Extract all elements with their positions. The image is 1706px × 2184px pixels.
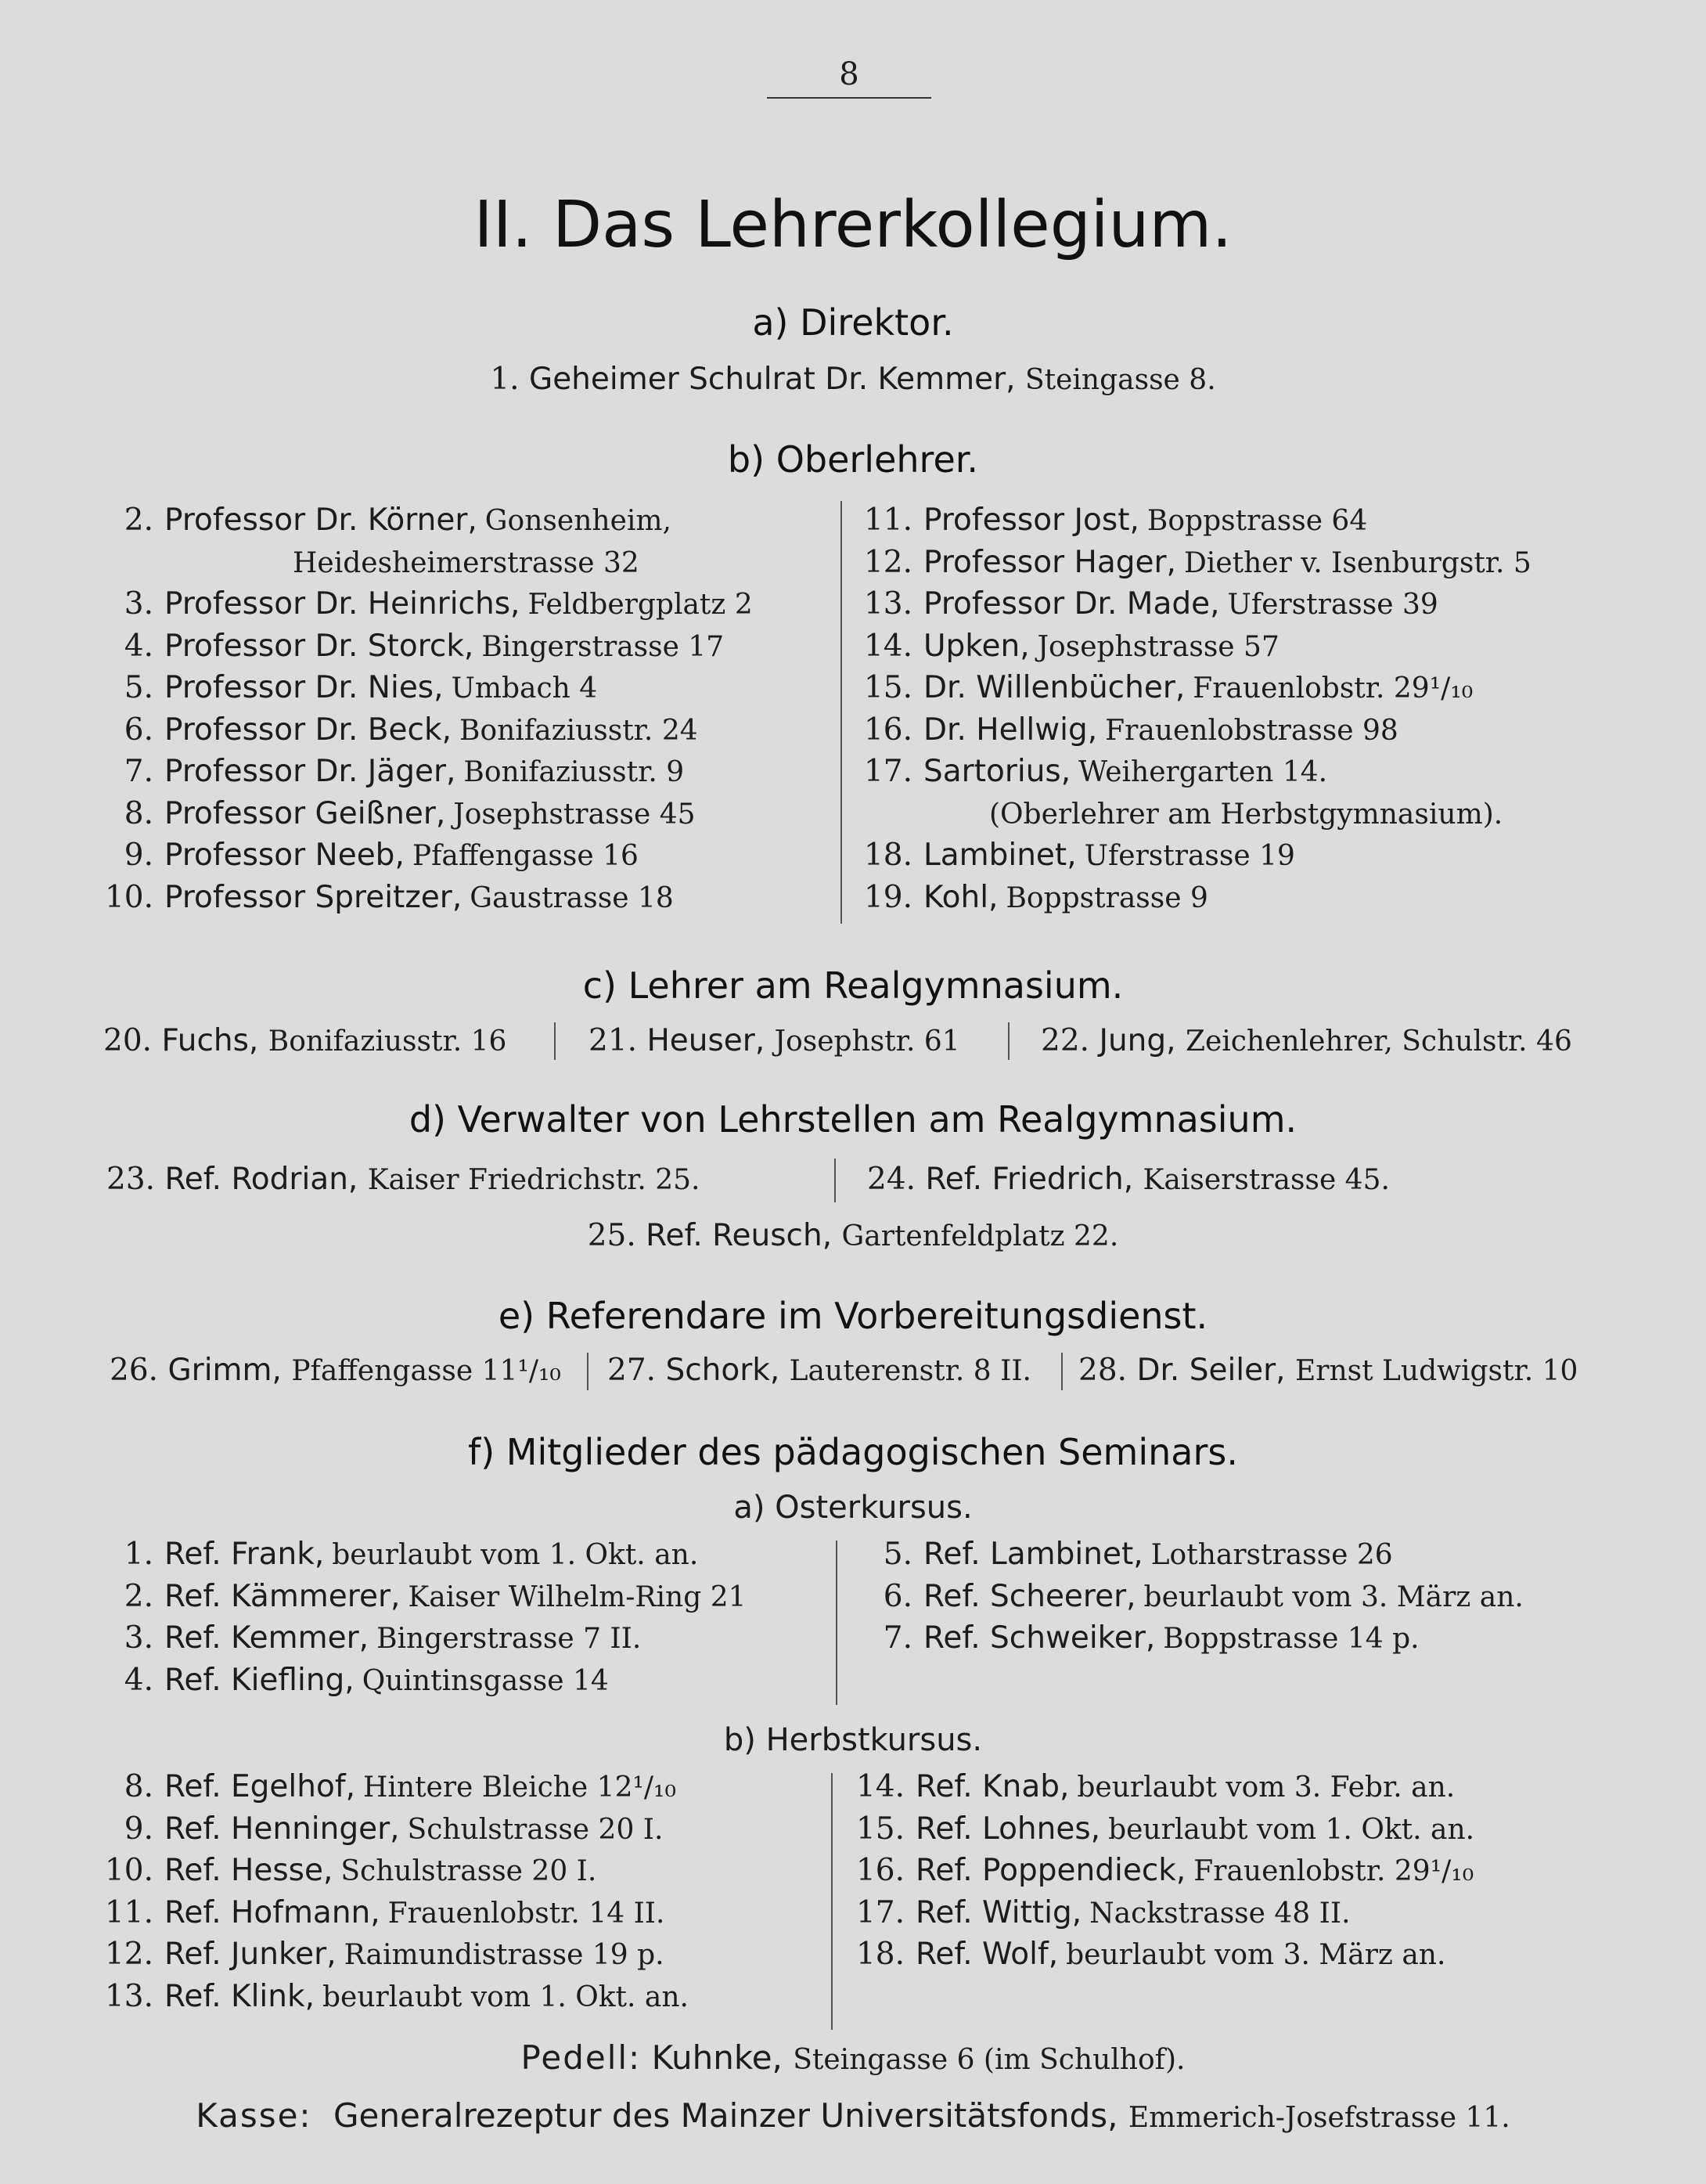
entry-number: 14. bbox=[855, 1769, 905, 1804]
pedell-address: Steingasse 6 (im Schulhof). bbox=[793, 2044, 1186, 2076]
list-item bbox=[867, 1162, 1390, 1197]
list-item bbox=[607, 1353, 1031, 1388]
entry-address: Diether v. Isenburgstr. 5 bbox=[1183, 546, 1531, 579]
entry-name: Professor Dr. Heinrichs, bbox=[164, 586, 520, 622]
entry-name: Ref. Friedrich, bbox=[925, 1162, 1134, 1197]
entry-name: Ref. Poppendieck, bbox=[916, 1853, 1186, 1888]
list-item bbox=[102, 1537, 698, 1572]
list-item bbox=[102, 1853, 596, 1888]
entry-address: Pfaffengasse 11¹/₁₀ bbox=[291, 1355, 561, 1387]
entry-address: Uferstrasse 19 bbox=[1084, 840, 1295, 872]
list-item bbox=[1041, 1023, 1572, 1058]
list-item bbox=[853, 1853, 1474, 1888]
kasse-line bbox=[0, 2096, 1706, 2135]
entry-number: 16. bbox=[855, 1853, 905, 1888]
entry-address: Boppstrasse 9 bbox=[1006, 881, 1208, 914]
list-item bbox=[861, 796, 1503, 831]
entry-number: 2. bbox=[124, 1578, 153, 1614]
list-item bbox=[588, 1023, 960, 1058]
entry-name: Dr. Seiler, bbox=[1136, 1353, 1286, 1388]
entry-address: Schulstrasse 20 I. bbox=[407, 1813, 664, 1846]
list-item bbox=[102, 1620, 641, 1656]
entry-address: Kaiserstrasse 45. bbox=[1143, 1164, 1390, 1196]
seminar-heading: f) Mitglieder des pädagogischen Seminars. bbox=[468, 1431, 1238, 1473]
entry-name: Lambinet, bbox=[923, 838, 1077, 873]
entry-number: 15. bbox=[855, 1811, 905, 1847]
list-item bbox=[102, 503, 671, 538]
entry-name: Professor Jost, bbox=[923, 503, 1139, 538]
entry-number: 11. bbox=[104, 1894, 153, 1930]
list-item bbox=[102, 880, 674, 915]
entry-address: Boppstrasse 64 bbox=[1146, 505, 1368, 537]
entry-name: Ref. Scheerer, bbox=[923, 1578, 1136, 1614]
kasse-label: Kasse: bbox=[196, 2096, 312, 2135]
entry-address: Bingerstrasse 7 II. bbox=[376, 1623, 642, 1655]
osterkursus-heading: a) Osterkursus. bbox=[733, 1490, 973, 1526]
entry-number: 20. bbox=[103, 1023, 153, 1058]
entry-number: 7. bbox=[883, 1620, 912, 1656]
column-divider bbox=[836, 1541, 837, 1705]
list-item bbox=[853, 1895, 1351, 1930]
list-item bbox=[861, 545, 1531, 580]
entry-name: Ref. Wittig, bbox=[916, 1894, 1082, 1930]
entry-address: beurlaubt vom 1. Okt. an. bbox=[332, 1539, 699, 1571]
list-item bbox=[861, 754, 1327, 789]
list-item bbox=[103, 1023, 506, 1058]
entry-number: 21. bbox=[588, 1023, 638, 1058]
entry-name: Ref. Wolf, bbox=[916, 1937, 1059, 1972]
entry-name: Ref. Hesse, bbox=[164, 1853, 333, 1888]
entry-name: Heuser, bbox=[646, 1023, 765, 1058]
list-item bbox=[110, 1353, 561, 1388]
entry-address: Lauterenstr. 8 II. bbox=[789, 1355, 1031, 1387]
entry-address: Gonsenheim, bbox=[484, 505, 671, 537]
list-item bbox=[102, 586, 753, 622]
list-item bbox=[102, 1937, 664, 1972]
entry-address: Kaiser Friedrichstr. 25. bbox=[367, 1164, 700, 1196]
entry-name: Professor Dr. Storck, bbox=[164, 628, 474, 664]
entry-number: 7. bbox=[124, 754, 153, 789]
entry-number: 13. bbox=[863, 586, 912, 622]
list-item bbox=[861, 503, 1367, 538]
entry-number: 9. bbox=[124, 838, 153, 873]
list-item bbox=[853, 1769, 1455, 1804]
list-item bbox=[102, 754, 684, 789]
entry-address: Josephstrasse 45 bbox=[453, 798, 696, 831]
entry-number: 18. bbox=[863, 838, 912, 873]
list-item bbox=[861, 1579, 1524, 1614]
entry-name: Sartorius, bbox=[923, 754, 1071, 789]
list-item bbox=[102, 1895, 664, 1930]
entry-name: Ref. Henninger, bbox=[164, 1811, 400, 1847]
entry-number: 3. bbox=[124, 586, 153, 622]
entry-name: Ref. Hofmann, bbox=[164, 1894, 380, 1930]
entry-name: Fuchs, bbox=[161, 1023, 259, 1058]
kasse-address: Emmerich-Josefstrasse 11. bbox=[1128, 2102, 1510, 2134]
entry-number: 24. bbox=[867, 1162, 916, 1197]
pedell-name: Kuhnke, bbox=[651, 2038, 783, 2077]
entry-number: 22. bbox=[1041, 1023, 1090, 1058]
entry-number: 25. bbox=[587, 1218, 636, 1253]
list-item bbox=[861, 1620, 1420, 1656]
entry-number: 11. bbox=[863, 503, 912, 538]
list-item bbox=[106, 1162, 700, 1197]
entry-number: 2. bbox=[124, 503, 153, 538]
entry-address: Schulstrasse 20 I. bbox=[340, 1855, 597, 1887]
entry-name: Kohl, bbox=[923, 879, 999, 915]
entry-name: Ref. Kemmer, bbox=[164, 1620, 369, 1656]
entry-name: Professor Dr. Beck, bbox=[164, 712, 452, 748]
entry-address: (Oberlehrer am Herbstgymnasium). bbox=[989, 798, 1503, 831]
entry-number: 23. bbox=[106, 1162, 156, 1197]
direktor-heading: a) Direktor. bbox=[752, 301, 954, 344]
entry-number: 26. bbox=[110, 1353, 159, 1388]
entry-address: Gartenfeldplatz 22. bbox=[841, 1220, 1119, 1252]
entry-number: 4. bbox=[124, 1662, 153, 1698]
entry-name: Professor Hager, bbox=[923, 544, 1176, 580]
entry-name: Ref. Frank, bbox=[164, 1537, 325, 1572]
entry-name: Ref. Knab, bbox=[916, 1769, 1070, 1804]
entry-name: Ref. Schweiker, bbox=[923, 1620, 1156, 1656]
entry-name: Professor Neeb, bbox=[164, 838, 405, 873]
entry-number: 10. bbox=[104, 1853, 153, 1888]
entry-address: Zeichenlehrer, Schulstr. 46 bbox=[1185, 1025, 1572, 1058]
entry-name: Ref. Egelhof, bbox=[164, 1769, 355, 1804]
entry-name: Professor Spreitzer, bbox=[164, 879, 462, 915]
entry-address: beurlaubt vom 3. März an. bbox=[1143, 1580, 1524, 1613]
entry-number: 4. bbox=[124, 628, 153, 664]
entry-address: Umbach 4 bbox=[451, 672, 598, 705]
entry-address: Nackstrasse 48 II. bbox=[1089, 1897, 1351, 1930]
entry-address: Kaiser Wilhelm-Ring 21 bbox=[408, 1580, 747, 1613]
entry-address: Ernst Ludwigstr. 10 bbox=[1294, 1355, 1578, 1387]
list-item bbox=[102, 1979, 689, 2014]
pedell-label: Pedell: bbox=[520, 2038, 642, 2077]
entry-number: 27. bbox=[607, 1353, 657, 1388]
column-divider bbox=[587, 1353, 588, 1390]
entry-name: Professor Geißner, bbox=[164, 795, 446, 831]
list-item bbox=[102, 670, 597, 705]
entry-address: Boppstrasse 14 p. bbox=[1163, 1623, 1420, 1655]
entry-number: 12. bbox=[863, 544, 912, 580]
column-divider bbox=[831, 1773, 833, 2030]
list-item bbox=[102, 838, 639, 873]
entry-number: 3. bbox=[124, 1620, 153, 1656]
entry-address: Bonifaziusstr. 24 bbox=[459, 714, 698, 747]
entry-name: Dr. Willenbücher, bbox=[923, 670, 1186, 705]
entry-address: Heidesheimerstrasse 32 bbox=[293, 546, 639, 579]
entry-number: 12. bbox=[104, 1937, 153, 1972]
entry-number: 8. bbox=[124, 1769, 153, 1804]
entry-name: Professor Dr. Jäger, bbox=[164, 754, 456, 789]
herbstkursus-heading: b) Herbstkursus. bbox=[723, 1722, 983, 1758]
entry-address: Bonifaziusstr. 9 bbox=[463, 756, 685, 788]
list-item bbox=[1078, 1353, 1578, 1388]
entry-name: Professor Dr. Nies, bbox=[164, 670, 444, 705]
entry-number: 19. bbox=[863, 879, 912, 915]
entry-name: Ref. Rodrian, bbox=[164, 1162, 358, 1197]
entry-name: Grimm, bbox=[167, 1353, 282, 1388]
list-item bbox=[853, 1937, 1445, 1972]
entry-number: 10. bbox=[104, 879, 153, 915]
entry-number: 6. bbox=[124, 712, 153, 748]
entry-address: beurlaubt vom 3. März an. bbox=[1066, 1939, 1446, 1971]
list-item bbox=[102, 1811, 663, 1847]
list-item bbox=[102, 1769, 676, 1804]
lehrer-heading: c) Lehrer am Realgymnasium. bbox=[582, 964, 1124, 1007]
entry-name: Ref. Kämmerer, bbox=[164, 1578, 401, 1614]
entry-name: Ref. Junker, bbox=[164, 1937, 337, 1972]
list-item bbox=[861, 880, 1208, 915]
referendare-heading: e) Referendare im Vorbereitungsdienst. bbox=[498, 1295, 1208, 1337]
entry-number: 1. bbox=[490, 362, 520, 397]
pedell-line bbox=[0, 2038, 1706, 2077]
list-item bbox=[102, 629, 724, 664]
entry-name: Professor Dr. Made, bbox=[923, 586, 1220, 622]
entry-number: 15. bbox=[863, 670, 912, 705]
entry-number: 14. bbox=[863, 628, 912, 664]
entry-number: 1. bbox=[124, 1537, 153, 1572]
column-divider bbox=[834, 1159, 836, 1202]
column-divider bbox=[1008, 1022, 1010, 1060]
list-item bbox=[861, 712, 1398, 748]
entry-address: beurlaubt vom 1. Okt. an. bbox=[1108, 1813, 1475, 1846]
list-item bbox=[102, 712, 698, 748]
entry-number: 5. bbox=[883, 1537, 912, 1572]
entry-address: Raimundistrasse 19 p. bbox=[344, 1939, 664, 1971]
entry-name: Ref. Lambinet, bbox=[923, 1537, 1143, 1572]
list-item bbox=[861, 586, 1438, 622]
column-divider bbox=[840, 501, 842, 924]
direktor-entry bbox=[0, 362, 1706, 397]
entry-address: Josephstr. 61 bbox=[774, 1025, 960, 1058]
entry-address: Frauenlobstr. 29¹/₁₀ bbox=[1193, 672, 1474, 705]
list-item bbox=[861, 1537, 1393, 1572]
page-title: II. Das Lehrerkollegium. bbox=[473, 188, 1233, 262]
entry-address: Frauenlobstr. 14 II. bbox=[387, 1897, 665, 1930]
entry-address: Weihergarten 14. bbox=[1078, 756, 1328, 788]
entry-address: Lotharstrasse 26 bbox=[1150, 1539, 1393, 1571]
kasse-name: Generalrezeptur des Mainzer Universitätsfonds, bbox=[333, 2096, 1118, 2135]
page-number: 8 bbox=[767, 56, 931, 99]
entry-address: Hintere Bleiche 12¹/₁₀ bbox=[362, 1771, 676, 1804]
entry-address: Bonifaziusstr. 16 bbox=[268, 1025, 507, 1058]
entry-address: Feldbergplatz 2 bbox=[527, 589, 753, 621]
entry-name: Ref. Lohnes, bbox=[916, 1811, 1101, 1847]
entry-address: Josephstrasse 57 bbox=[1037, 630, 1280, 663]
list-item bbox=[102, 1663, 609, 1698]
list-item bbox=[102, 545, 639, 580]
entry-address: beurlaubt vom 1. Okt. an. bbox=[322, 1980, 689, 2013]
entry-name: Upken, bbox=[923, 628, 1030, 664]
oberlehrer-heading: b) Oberlehrer. bbox=[727, 438, 979, 481]
entry-address: Quintinsgasse 14 bbox=[362, 1664, 609, 1697]
entry-name: Ref. Reusch, bbox=[646, 1218, 833, 1253]
list-item bbox=[0, 1218, 1706, 1253]
entry-name: Professor Dr. Körner, bbox=[164, 503, 477, 538]
list-item bbox=[102, 1579, 747, 1614]
entry-address: Uferstrasse 39 bbox=[1227, 589, 1438, 621]
list-item bbox=[861, 629, 1280, 664]
entry-name: Jung, bbox=[1099, 1023, 1176, 1058]
entry-number: 13. bbox=[104, 1978, 153, 2014]
entry-number: 5. bbox=[124, 670, 153, 705]
entry-address: Frauenlobstr. 29¹/₁₀ bbox=[1193, 1855, 1474, 1887]
entry-number: 6. bbox=[883, 1578, 912, 1614]
entry-name: Schork, bbox=[665, 1353, 780, 1388]
entry-address: Gaustrasse 18 bbox=[470, 881, 674, 914]
entry-number: 17. bbox=[855, 1894, 905, 1930]
entry-address: beurlaubt vom 3. Febr. an. bbox=[1077, 1771, 1456, 1804]
entry-number: 28. bbox=[1078, 1353, 1128, 1388]
entry-number: 8. bbox=[124, 795, 153, 831]
list-item bbox=[102, 796, 696, 831]
entry-address: Bingerstrasse 17 bbox=[481, 630, 725, 663]
entry-address: Frauenlobstrasse 98 bbox=[1105, 714, 1398, 747]
entry-name: Dr. Hellwig, bbox=[923, 712, 1098, 748]
column-divider bbox=[1061, 1353, 1063, 1390]
list-item bbox=[861, 670, 1473, 705]
entry-number: 9. bbox=[124, 1811, 153, 1847]
entry-address: Pfaffengasse 16 bbox=[412, 840, 639, 872]
entry-name: Ref. Kiefling, bbox=[164, 1662, 355, 1698]
entry-number: 16. bbox=[863, 712, 912, 748]
entry-number: 18. bbox=[855, 1937, 905, 1972]
column-divider bbox=[554, 1022, 556, 1060]
entry-name: Geheimer Schulrat Dr. Kemmer, bbox=[528, 362, 1016, 397]
entry-number: 17. bbox=[863, 754, 912, 789]
list-item bbox=[853, 1811, 1474, 1847]
verwalter-heading: d) Verwalter von Lehrstellen am Realgymnasium. bbox=[409, 1098, 1297, 1141]
entry-address: Steingasse 8. bbox=[1024, 364, 1216, 396]
entry-name: Ref. Klink, bbox=[164, 1978, 315, 2014]
list-item bbox=[861, 838, 1295, 873]
